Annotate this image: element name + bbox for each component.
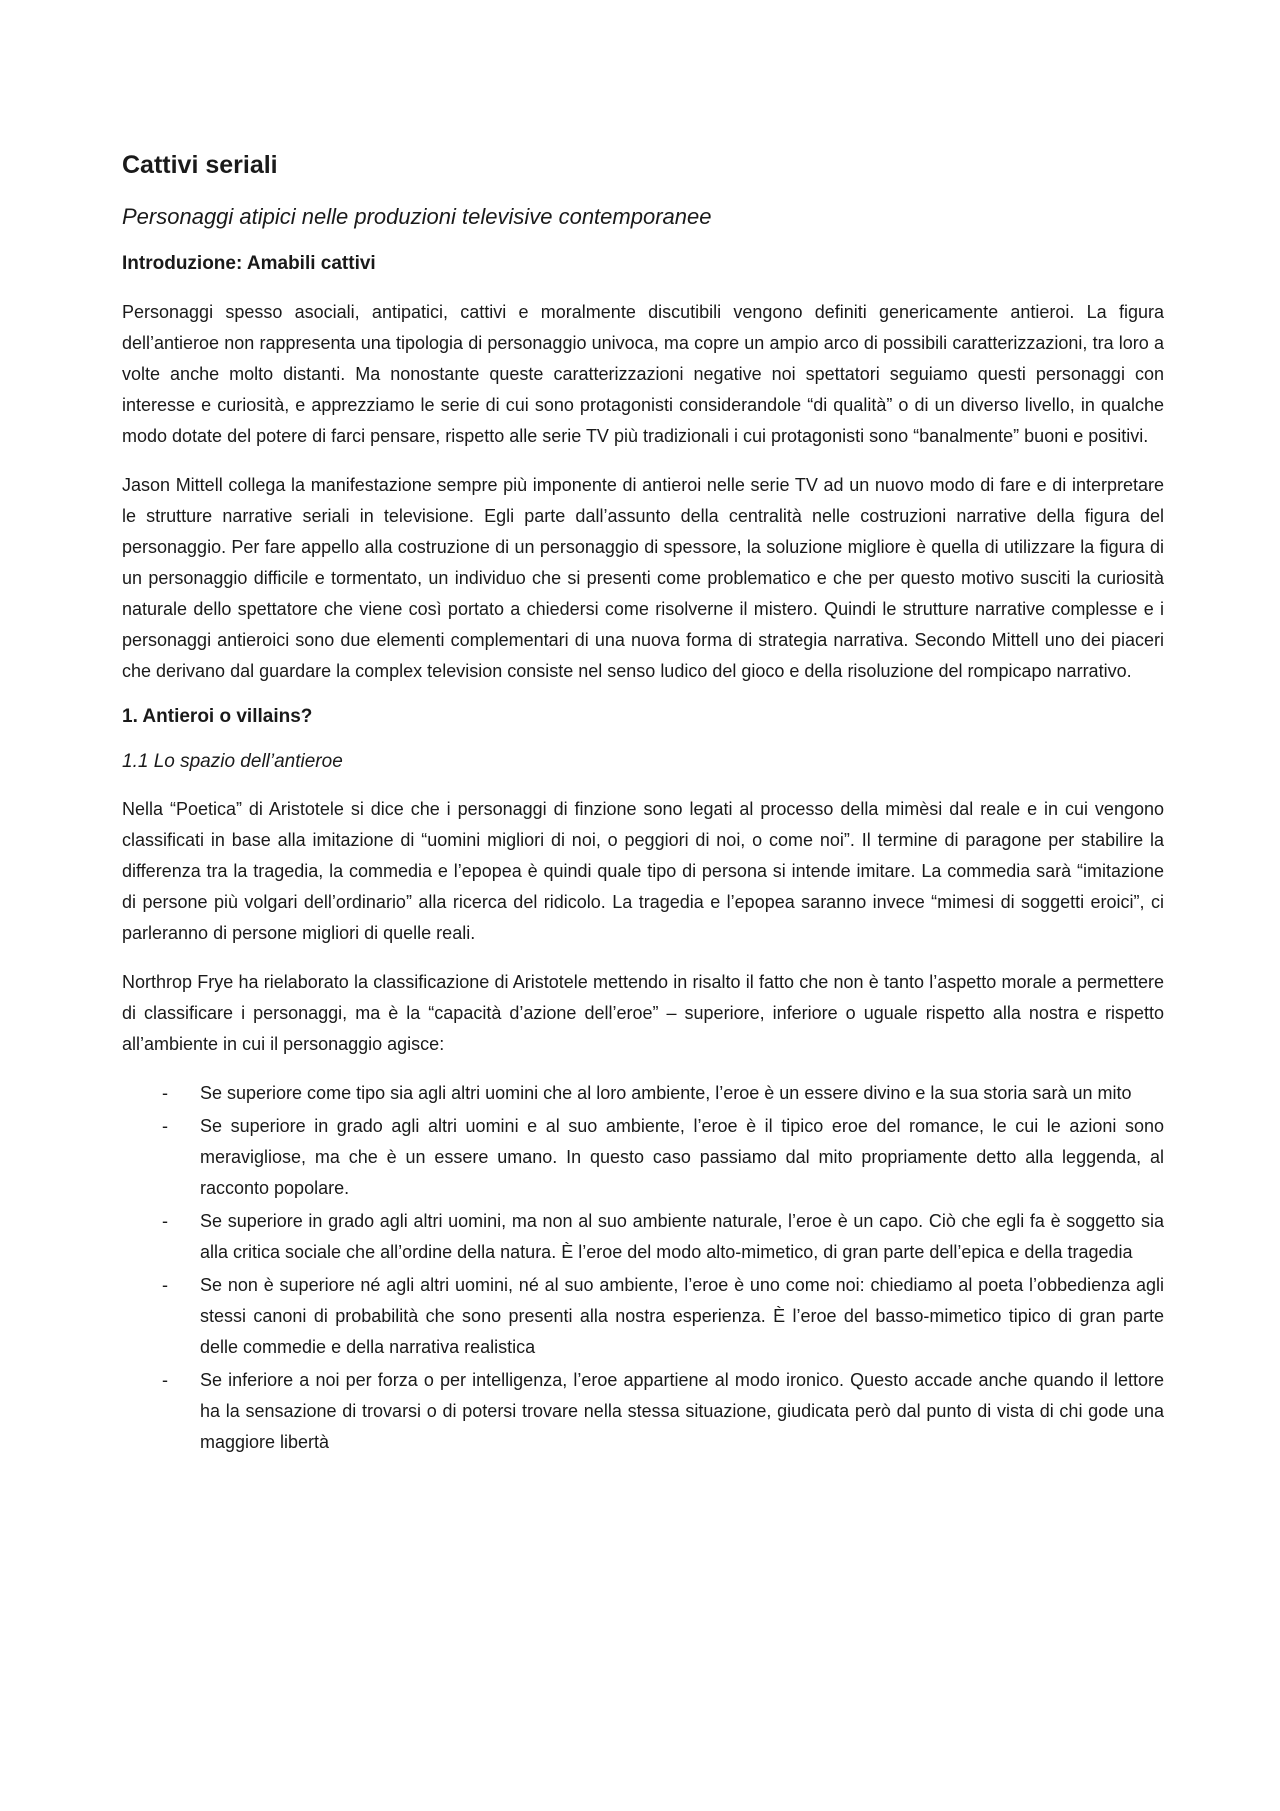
list-dash: - [162, 1116, 168, 1137]
list-dash: - [162, 1211, 168, 1232]
document-subtitle: Personaggi atipici nelle produzioni televisive contemporanee [122, 204, 712, 229]
body-paragraph: Northrop Frye ha rielaborato la classificazione di Aristotele mettendo in risalto il fatto che non è tanto l’aspetto morale a permettere di classificare i personaggi, ma è la “capacità d’azione dell’eroe” – superiore, inferiore o uguale rispetto alla nostra e rispetto all’ambiente in cui il personaggio agisce: [122, 972, 1164, 1055]
list-item-text: Se non è superiore né agli altri uomini, né al suo ambiente, l’eroe è uno come noi: chiediamo al poeta l’obbedienza agli stessi canoni di probabilità che sono presenti alla nostra esperienza. È l’eroe del basso-mimetico tipico di gran parte delle commedie e della narrativa realistica [200, 1275, 1164, 1358]
list-item [122, 1078, 1164, 1109]
list-item-text: Se superiore in grado agli altri uomini, ma non al suo ambiente naturale, l’eroe è un capo. Ciò che egli fa è soggetto sia alla critica sociale che all’ordine della natura. È l’eroe del modo alto-mimetico, di gran parte dell’epica e della tragedia [200, 1211, 1164, 1263]
hero-classification-list [122, 1078, 1164, 1458]
document-title: Cattivi seriali [122, 151, 278, 179]
section-heading: 1. Antieroi o villains? [122, 706, 313, 728]
intro-heading: Introduzione: Amabili cattivi [122, 253, 376, 275]
subsection-heading: 1.1 Lo spazio dell’antieroe [122, 750, 343, 772]
intro-paragraph: Personaggi spesso asociali, antipatici, cattivi e moralmente discutibili vengono definiti genericamente antieroi. La figura dell’antieroe non rappresenta una tipologia di personaggio univoca, ma copre un ampio arco di possibili caratterizzazioni, tra loro a volte anche molto distanti. Ma nonostante queste caratterizzazioni negative noi spettatori seguiamo questi personaggi con interesse e curiosità, e apprezziamo le serie di cui sono protagonisti considerandole “di qualità” o di un diverso livello, in qualche modo dotate del potere di farci pensare, rispetto alle serie TV più tradizionali i cui protagonisti sono “banalmente” buoni e positivi. [122, 302, 1164, 447]
list-item-text: Se inferiore a noi per forza o per intelligenza, l’eroe appartiene al modo ironico. Questo accade anche quando il lettore ha la sensazione di trovarsi o di potersi trovare nella stessa situazione, giudicata però dal punto di vista di chi gode una maggiore libertà [200, 1370, 1164, 1453]
list-dash: - [162, 1083, 168, 1104]
list-item-text: Se superiore in grado agli altri uomini e al suo ambiente, l’eroe è il tipico eroe del romance, le cui le azioni sono meravigliose, ma che è un essere umano. In questo caso passiamo dal mito propriamente detto alla leggenda, al racconto popolare. [200, 1116, 1164, 1199]
list-item [122, 1206, 1164, 1268]
list-item-text: Se superiore come tipo sia agli altri uomini che al loro ambiente, l’eroe è un essere divino e la sua storia sarà un mito [200, 1083, 1132, 1104]
intro-paragraph: Jason Mittell collega la manifestazione sempre più imponente di antieroi nelle serie TV ad un nuovo modo di fare e di interpretare le strutture narrative seriali in televisione. Egli parte dall’assunto della centralità nelle costruzioni narrative della figura del personaggio. Per fare appello alla costruzione di un personaggio di spessore, la soluzione migliore è quella di utilizzare la figura di un personaggio difficile e tormentato, un individuo che si presenti come problematico e che per questo motivo susciti la curiosità naturale dello spettatore che viene così portato a chiedersi come risolverne il mistero. Quindi le strutture narrative complesse e i personaggi antieroici sono due elementi complementari di una nuova forma di strategia narrativa. Secondo Mittell uno dei piaceri che derivano dal guardare la complex television consiste nel senso ludico del gioco e della risoluzione del rompicapo narrativo. [122, 475, 1164, 682]
body-paragraph: Nella “Poetica” di Aristotele si dice che i personaggi di finzione sono legati al processo della mimèsi dal reale e in cui vengono classificati in base alla imitazione di “uomini migliori di noi, o peggiori di noi, o come noi”. Il termine di paragone per stabilire la differenza tra la tragedia, la commedia e l’epopea è quindi quale tipo di persona si intende imitare. La commedia sarà “imitazione di persone più volgari dell’ordinario” alla ricerca del ridicolo. La tragedia e l’epopea saranno invece “mimesi di soggetti eroici”, ci parleranno di persone migliori di quelle reali. [122, 799, 1164, 944]
list-item [122, 1365, 1164, 1458]
document-body [122, 150, 1164, 1460]
list-dash: - [162, 1275, 168, 1296]
list-item [122, 1111, 1164, 1204]
list-dash: - [162, 1370, 168, 1391]
list-item [122, 1270, 1164, 1363]
